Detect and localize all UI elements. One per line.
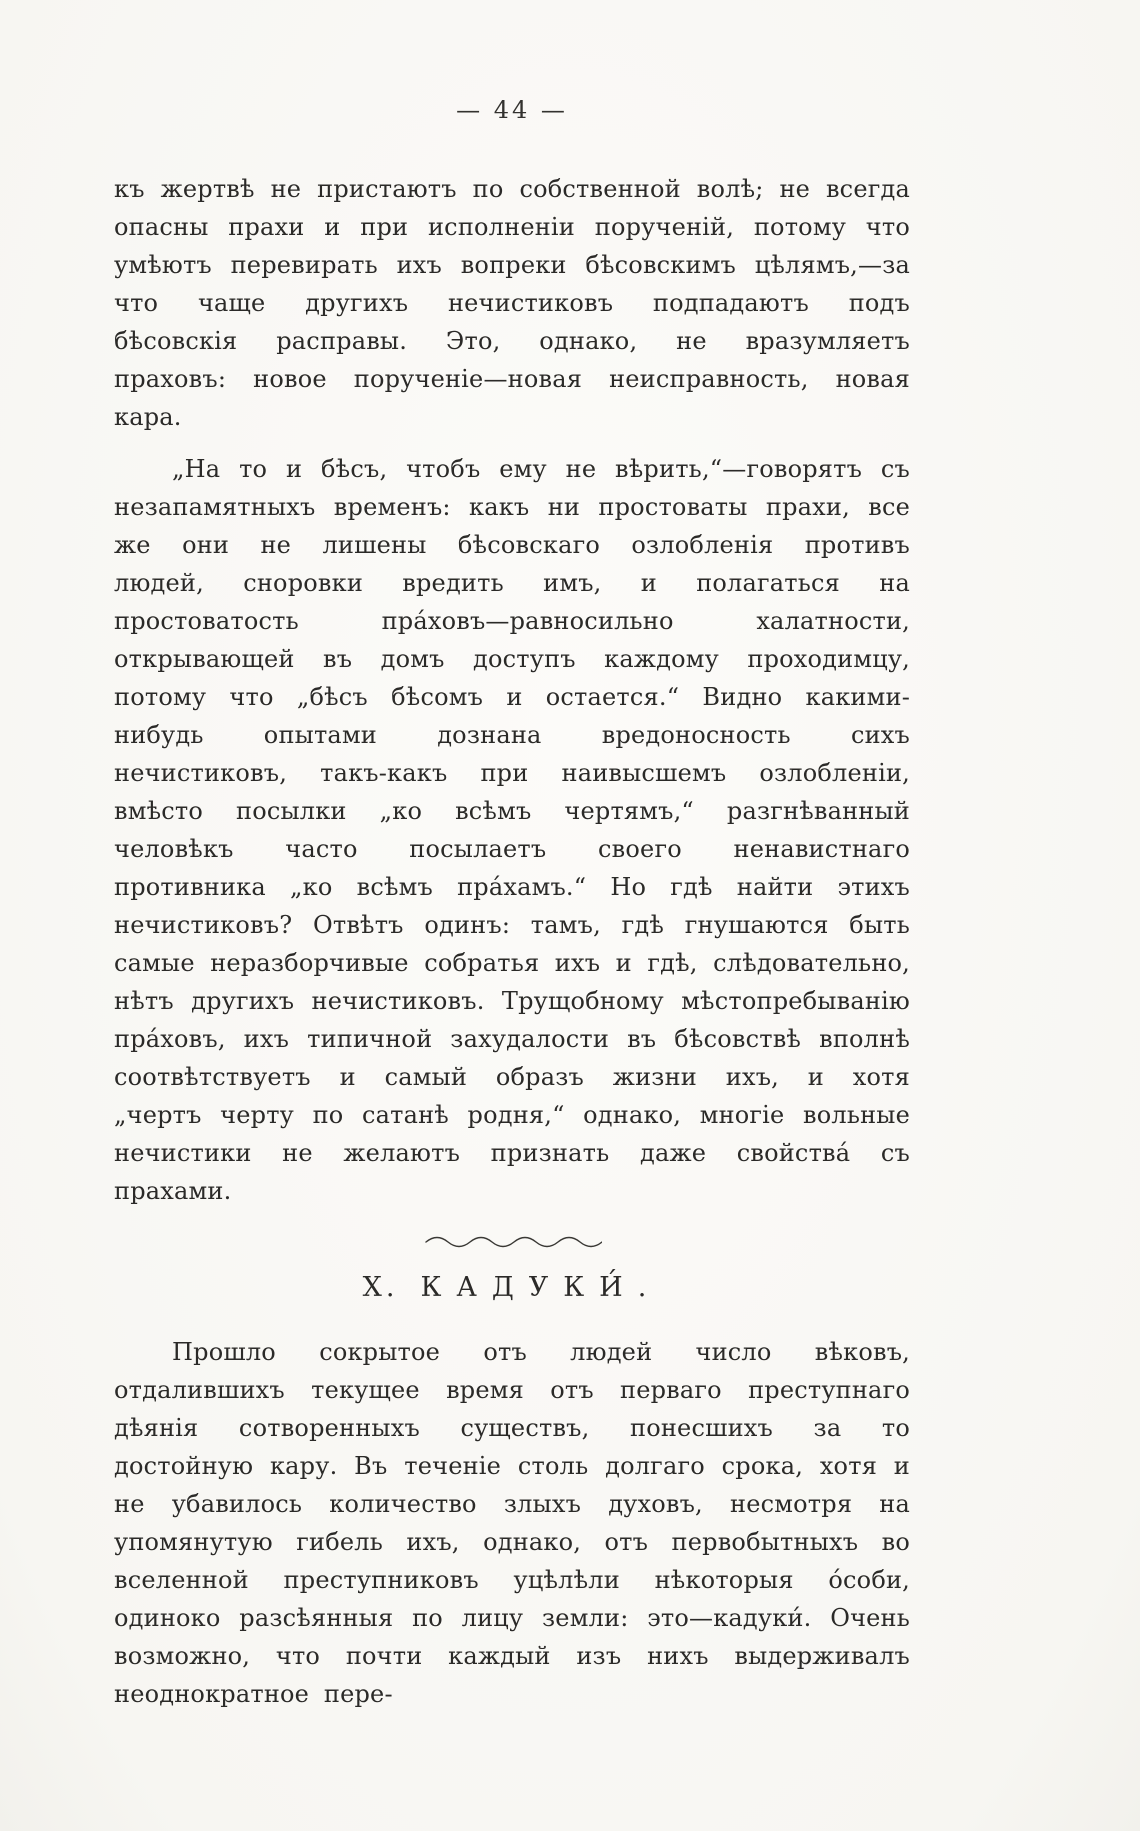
section-number: X. [362, 1272, 399, 1303]
section-divider-squiggle [114, 1232, 910, 1248]
page-number: — 44 — [456, 96, 568, 124]
paragraph: Прошло сокрытое отъ людей число вѣковъ, отдалившихъ текущее время отъ перваго преступнаго дѣянія сотворенныхъ существъ, понесшихъ за то достойную кару. Въ теченіе столь долгаго срока, хотя и не убавилось количество злыхъ духовъ, несмотря на упомянутую гибель ихъ, однако, отъ первобытныхъ во вселенной преступниковъ уцѣлѣли нѣкоторыя о́соби, одиноко разсѣянныя по лицу земли: это—кадуки́. Очень возможно, что почти каждый изъ нихъ выдерживалъ неоднократное пере- [114, 1338, 910, 1708]
paragraph: „На то и бѣсъ, чтобъ ему не вѣрить,“—говорятъ съ незапамятныхъ временъ: какъ ни простоваты прахи, все же они не лишены бѣсовскаго озлобленія противъ людей, сноровки вредить имъ, и полагаться на простоватость пра́ховъ—равносильно халатности, открывающей въ домъ доступъ каждому проходимцу, потому что „бѣсъ бѣсомъ и остается.“ Видно какими-нибудь опытами дознана вредоносность сихъ нечистиковъ, такъ-какъ при наивысшемъ озлобленіи, вмѣсто посылки „ко всѣмъ чертямъ,“ разгнѣванный человѣкъ часто посылаетъ своего ненавистнаго противника „ко всѣмъ пра́хамъ.“ Но гдѣ найти этихъ нечистиковъ? Отвѣтъ одинъ: тамъ, гдѣ гнушаются быть самые неразборчивые собратья ихъ и гдѣ, слѣдовательно, нѣтъ другихъ нечистиковъ. Трущобному мѣстопребыванію пра́ховъ, ихъ типичной захудалости въ бѣсовствѣ вполнѣ соотвѣтствуетъ и самый образъ жизни ихъ, и хотя „чертъ черту по сатанѣ родня,“ однако, многіе вольные нечистики не желаютъ признать даже свойства́ съ прахами. [114, 455, 910, 1205]
section-heading [114, 1272, 910, 1303]
section-title: КАДУКИ́. [420, 1272, 662, 1303]
paragraph: къ жертвѣ не пристаютъ по собственной волѣ; не всегда опасны прахи и при исполненіи порученій, потому что умѣютъ перевирать ихъ вопреки бѣсовскимъ цѣлямъ,—за что чаще другихъ нечистиковъ подпадаютъ подъ бѣсовскія расправы. Это, однако, не вразумляетъ праховъ: новое порученіе—новая неисправность, новая кара. [114, 175, 910, 431]
wavy-line-icon [422, 1232, 602, 1248]
